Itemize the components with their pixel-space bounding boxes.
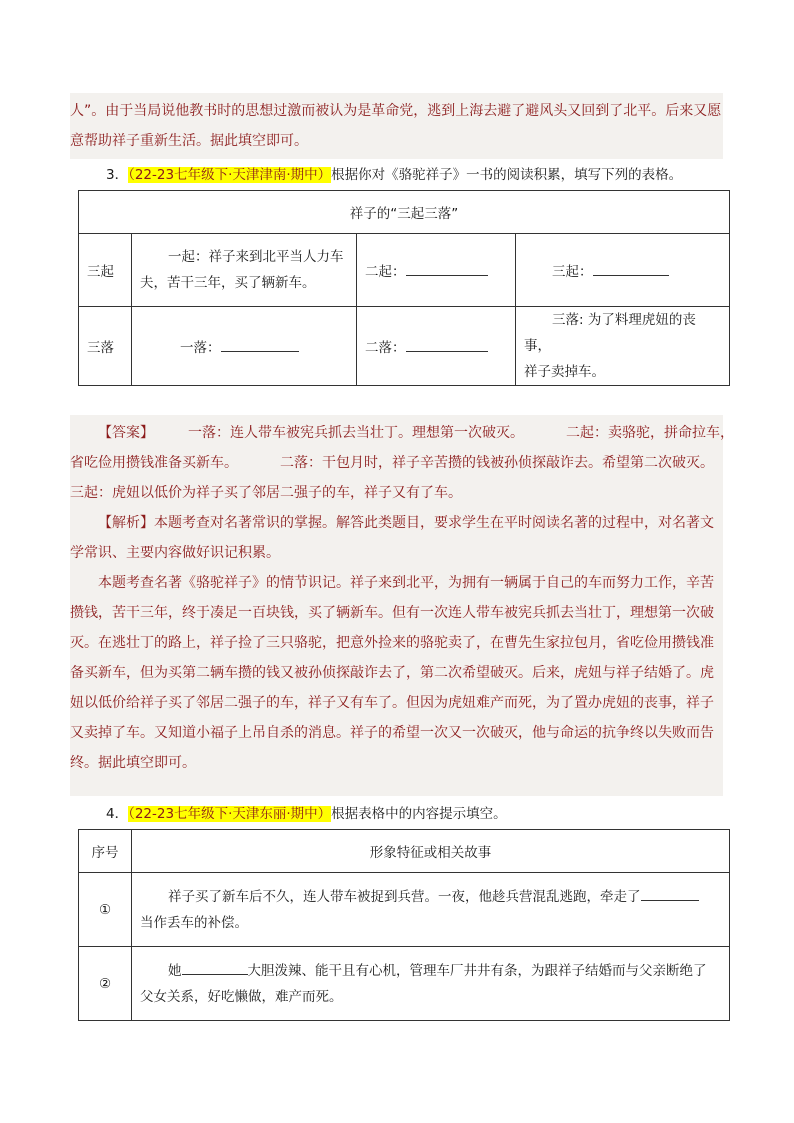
fill-blank[interactable]	[221, 337, 299, 352]
cell-text: 祥子卖掉车。	[524, 364, 605, 380]
table-title: 祥子的“三起三落”	[79, 191, 730, 234]
cell-text: 大胆泼辣、能干且有心机，管理车厂井井有条，为跟祥子结婚而与父亲断绝了	[247, 962, 707, 979]
analysis-line: 攒钱，苦干三年，终于凑足一百块钱，买了辆新车。但有一次连人带车被宪兵抓去当壮丁，理想第一次破	[70, 605, 714, 621]
cell-text: 三起：	[552, 264, 593, 280]
answer-line	[70, 418, 734, 448]
cell-text: 三落: 为了料理虎妞的丧事，	[524, 312, 696, 354]
cell-text: 一落：	[180, 340, 221, 356]
row-description	[132, 873, 730, 947]
cell-text: 一起：祥子来到北平当人力车	[168, 249, 344, 265]
cell-text: 她	[168, 962, 182, 979]
cell-text: 二落：	[365, 340, 406, 356]
analysis-line: 备买新车，但为买第二辆车攒的钱又被孙侦探敲诈去了，第二次希望破灭。后来，虎妞与祥子结婚了。虎	[70, 665, 714, 681]
cell-fall-1	[132, 307, 357, 386]
answer-text: 二起：卖骆驼，拼命拉车，	[566, 425, 734, 441]
cell-text: 祥子买了新车后不久，连人带车被捉到兵营。一夜，他趁兵营混乱逃跑，牵走了	[168, 888, 641, 905]
cell-fall-3	[516, 307, 730, 386]
previous-answer-block	[70, 93, 723, 159]
question-4	[106, 804, 507, 824]
cell-text: 父女关系，好吃懒做，难产而死。	[140, 988, 343, 1005]
question-source: （22-23七年级下·天津东丽·期中）	[128, 806, 332, 822]
analysis-line: 妞以低价给祥子买了邻居二强子的车，祥子又有车了。但因为虎妞难产而死，为了置办虎妞的丧事，祥子	[70, 695, 714, 711]
question-text: 根据你对《骆驼祥子》一书的阅读积累，填写下列的表格。	[331, 167, 683, 183]
question-source: （22-23七年级下·天津津南·期中）	[128, 167, 332, 183]
character-table	[78, 829, 730, 1021]
cell-text: 二起：	[365, 264, 406, 280]
answer-text-line: 意帮助祥子重新生活。据此填空即可。	[70, 133, 308, 149]
header-number: 序号	[79, 830, 132, 873]
analysis-line: 学常识、主要内容做好识记积累。	[70, 545, 280, 561]
fill-blank[interactable]	[182, 960, 248, 975]
answer-line: 三起：虎妞以低价为祥子买了邻居二强子的车，祥子又有了车。	[70, 485, 462, 501]
fill-blank[interactable]	[406, 337, 488, 352]
analysis-line: 终。据此填空即可。	[70, 755, 196, 771]
cell-fall-2	[357, 307, 516, 386]
analysis-line: 灭。在逃壮丁的路上，祥子捡了三只骆驼，把意外捡来的骆驼卖了，在曹先生家拉包月，省吃俭用攒钱准	[70, 635, 714, 651]
answer-text-line: 人”。由于当局说他教书时的思想过激而被认为是革命党，逃到上海去避了避风头又回到了北平。后来又愿	[70, 103, 722, 119]
question-text: 根据表格中的内容提示填空。	[331, 806, 507, 822]
row-label-rise: 三起	[79, 234, 132, 307]
analysis-line: 本题考查名著《骆驼祥子》的情节识记。祥子来到北平，为拥有一辆属于自己的车而努力工作，辛苦	[98, 575, 714, 591]
fill-blank[interactable]	[593, 261, 669, 276]
analysis-line: 【解析】本题考查对名著常识的掌握。解答此类题目，要求学生在平时阅读名著的过程中，对名著文	[98, 515, 714, 531]
analysis-line: 又卖掉了车。又知道小福子上吊自杀的消息。祥子的希望一次又一次破灭，他与命运的抗争终以失败而告	[70, 725, 714, 741]
cell-text: 夫，苦干三年，买了辆新车。	[140, 275, 316, 291]
answer-text: 一落：连人带车被宪兵抓去当壮丁。理想第一次破灭。	[188, 425, 524, 441]
header-description: 形象特征或相关故事	[132, 830, 730, 873]
row-label-fall: 三落	[79, 307, 132, 386]
answer-line	[70, 448, 723, 478]
fill-blank[interactable]	[641, 886, 699, 901]
cell-line	[140, 958, 721, 984]
row-number: ①	[79, 873, 132, 947]
row-number: ②	[79, 947, 132, 1021]
question-number: 3．	[106, 167, 129, 183]
cell-rise-1	[132, 234, 357, 307]
cell-line	[140, 884, 721, 910]
row-description	[132, 947, 730, 1021]
question-number: 4．	[106, 806, 129, 822]
rise-fall-table	[78, 190, 730, 386]
cell-rise-2	[357, 234, 516, 307]
answer-tag: 【答案】	[98, 425, 154, 441]
question-3	[106, 165, 682, 185]
answer-text: 省吃俭用攒钱准备买新车。	[70, 455, 238, 471]
fill-blank[interactable]	[406, 261, 488, 276]
answer-text: 二落：干包月时，祥子辛苦攒的钱被孙侦探敲诈去。希望第二次破灭。	[280, 455, 714, 471]
answer-block	[70, 415, 734, 796]
cell-text: 当作丢车的补偿。	[140, 914, 248, 931]
cell-rise-3	[516, 234, 730, 307]
